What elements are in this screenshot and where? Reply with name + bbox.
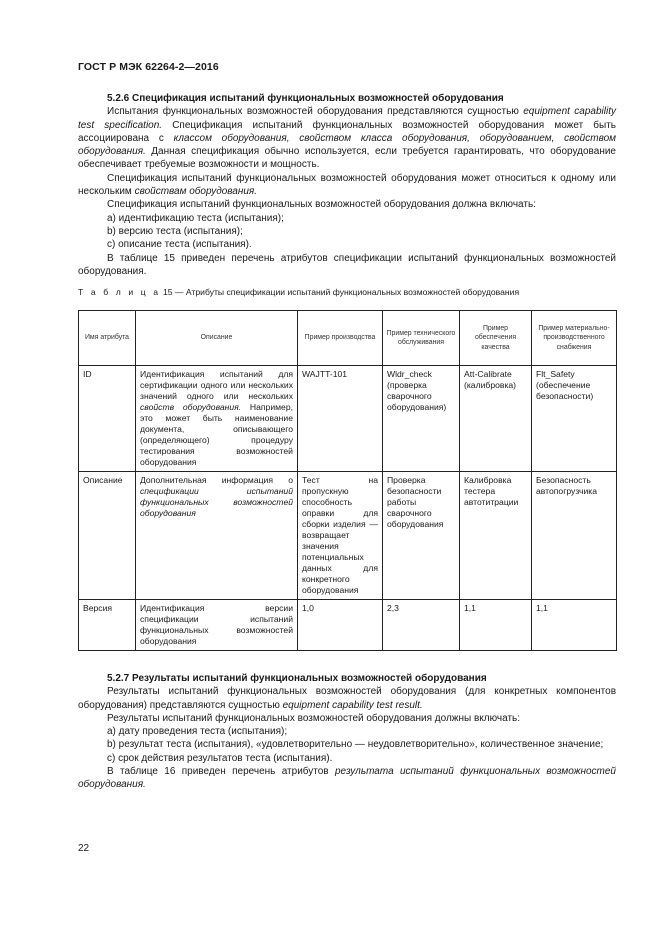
cell-production-example: WAJTT-101 <box>298 366 383 472</box>
cell-quality-example: Калибровка тестера автотитрации <box>460 472 532 600</box>
column-header: Пример материально-производственного снабжения <box>532 311 617 366</box>
italic-term: классом оборудования, свойством класса оборудования, оборудованием, свойством оборудования. <box>78 132 616 158</box>
italic-term: свойствам оборудования. <box>134 186 258 198</box>
table-row <box>79 472 617 600</box>
cell-description <box>136 366 298 472</box>
table-row <box>79 366 617 472</box>
paragraph <box>78 685 616 712</box>
cell-attribute-name: ID <box>79 366 136 472</box>
cell-description <box>136 472 298 600</box>
attributes-table <box>78 310 617 651</box>
cell-attribute-name: Версия <box>79 600 136 651</box>
section-heading: 5.2.6 Спецификация испытаний функциональных возможностей оборудования <box>107 93 504 104</box>
text-run: Идентификация испытаний для сертификации одного или нескольких значений одного или нескольких <box>140 369 293 401</box>
cell-production-example: Тест на пропускную способность оправки для сборки изделия — возвращает значения потенциальных данных для конкретного оборудования <box>298 472 383 600</box>
text-run: В таблице 16 приведен перечень атрибутов <box>107 766 335 778</box>
cell-attribute-name: Описание <box>79 472 136 600</box>
paragraph <box>78 105 616 171</box>
column-header: Пример обеспечения качества <box>460 311 532 366</box>
text-run: Например, это может быть наименование документа, описывающего (определяющего) процедуру тестирования возможностей оборудования <box>140 402 293 467</box>
cell-material-example: Безопасность автопогрузчика <box>532 472 617 600</box>
table-row <box>79 600 617 651</box>
paragraph: Результаты испытаний функциональных возможностей оборудования должны включать: <box>107 712 521 724</box>
section-5-2-6 <box>78 92 616 278</box>
text-run: Спецификация испытаний функциональных возможностей оборудования может относиться к одному или нескольким <box>78 172 616 198</box>
cell-material-example: Flt_Safety (обеспечение безопасности) <box>532 366 617 472</box>
text-run: Испытания функциональных возможностей оборудования представляются сущностью <box>107 106 524 118</box>
section-heading: 5.2.7 Результаты испытаний функциональных возможностей оборудования <box>107 673 487 684</box>
paragraph <box>78 172 616 199</box>
list-item: c) описание теста (испытания). <box>107 239 252 251</box>
italic-term: свойств оборудования. <box>140 402 242 412</box>
cell-material-example: 1,1 <box>532 600 617 651</box>
list-item: b) результат теста (испытания), «удовлетворительно — неудовлетворительно», количественное значение; <box>107 739 604 751</box>
cell-quality-example: Att-Calibrate (калибровка) <box>460 366 532 472</box>
column-header: Пример технического обслуживания <box>383 311 460 366</box>
text-run: Спецификация испытаний функциональных возможностей оборудования может быть ассоциирована с <box>78 119 616 144</box>
table-caption-text: 15 — Атрибуты спецификации испытаний функциональных возможностей оборудования <box>160 287 520 297</box>
table-caption <box>78 287 519 297</box>
italic-term: результата испытаний функциональных возможностей оборудования. <box>78 766 616 791</box>
page-number: 22 <box>78 843 90 854</box>
list-item: b) версию теста (испытания); <box>107 225 243 237</box>
cell-maintenance-example: 2,3 <box>383 600 460 651</box>
column-header: Описание <box>136 311 298 366</box>
paragraph: Спецификация испытаний функциональных возможностей оборудования должна включать: <box>107 199 536 211</box>
italic-term: equipment capability test result. <box>282 699 423 711</box>
italic-term: спецификации испытаний функциональных возможностей оборудования <box>140 486 293 518</box>
table-caption-label: Т а б л и ц а <box>78 287 161 297</box>
cell-maintenance-example: Проверка безопасности работы сварочного оборудования <box>383 472 460 600</box>
document-header: ГОСТ Р МЭК 62264-2—2016 <box>78 61 219 73</box>
column-header: Пример производства <box>298 311 383 366</box>
text-run: Данная спецификация обычно используется, если требуется гарантировать, что оборудование обеспечивает требуемые возможности и мощность. <box>78 146 616 171</box>
cell-maintenance-example: Wldr_check (проверка сварочного оборудования) <box>383 366 460 472</box>
list-item: a) идентификацию теста (испытания); <box>107 212 284 224</box>
list-item: a) дату проведения теста (испытания); <box>107 726 288 738</box>
paragraph: В таблице 15 приведен перечень атрибутов спецификации испытаний функциональных возможностей оборудования. <box>78 252 616 277</box>
cell-production-example: 1,0 <box>298 600 383 651</box>
text-run: Дополнительная информация о <box>140 475 293 485</box>
text-run: Результаты испытаний функциональных возможностей оборудования (для конкретных компонентов оборудования) представляются сущностью <box>78 686 616 711</box>
cell-description <box>136 600 298 651</box>
text-run: Идентификация версии спецификации испытаний функциональных возможностей оборудования <box>140 603 293 646</box>
cell-quality-example: 1,1 <box>460 600 532 651</box>
list-item: c) срок действия результатов теста (испытания). <box>107 752 333 764</box>
column-header: Имя атрибута <box>79 311 136 366</box>
table-header-row <box>79 311 617 366</box>
paragraph <box>78 765 616 792</box>
section-5-2-7 <box>78 672 616 792</box>
italic-term: equipment capability test specification. <box>78 106 617 131</box>
